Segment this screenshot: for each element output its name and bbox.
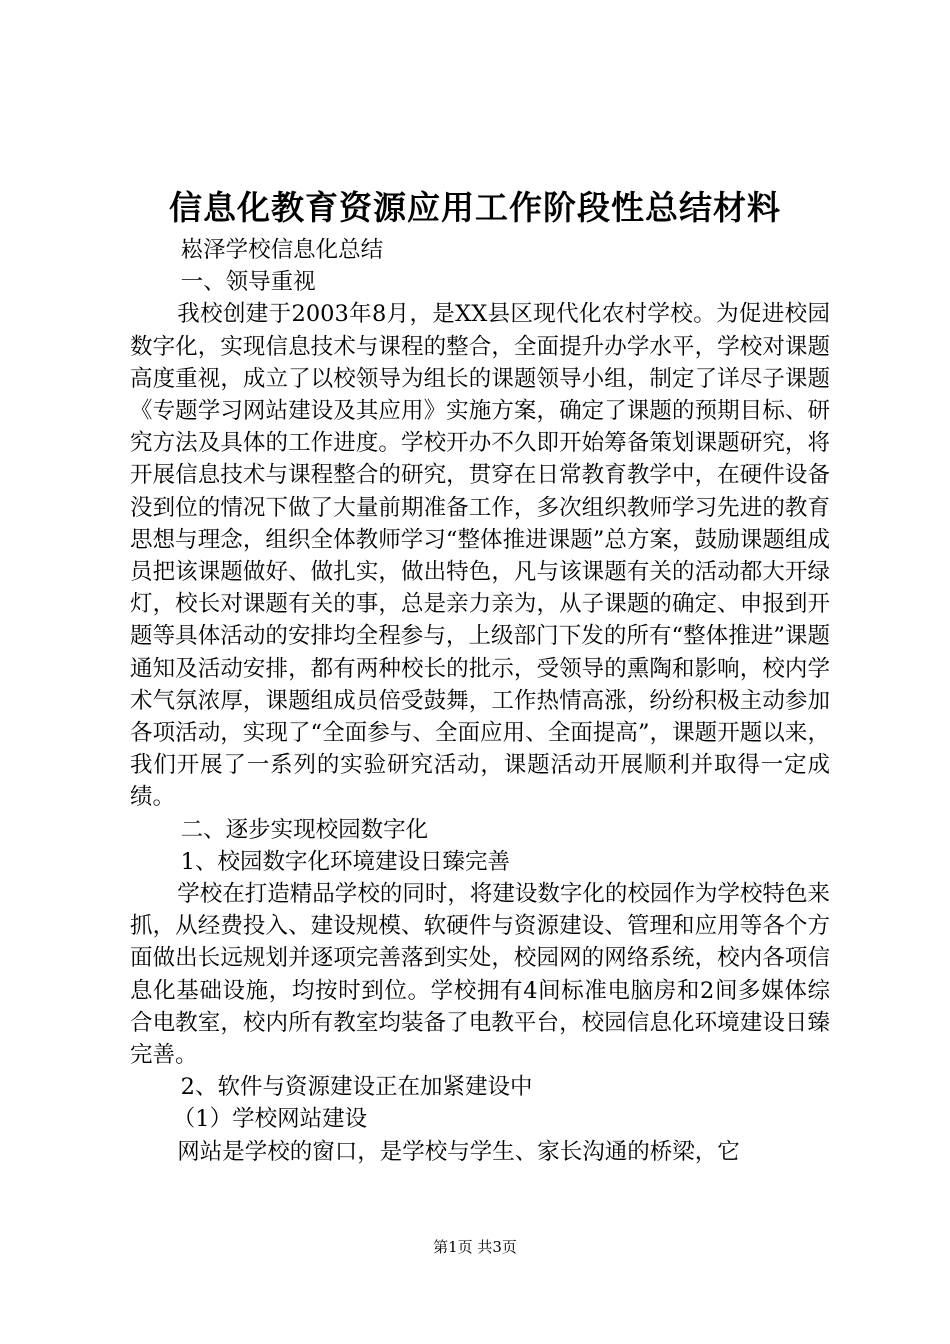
document-body: [130, 234, 830, 1168]
subsection-heading-website: （1）学校网站建设: [172, 1106, 368, 1133]
paragraph-leadership: 我校创建于2003年8月，是XX县区现代化农村学校。为促进校园数字化，实现信息技术与课程的整合，全面提升办学水平，学校对课题高度重视，成立了以校领导为组长的课题领导小组，制定了详尽子课题《专题学习网站建设及其应用》实施方案，确定了课题的预期目标、研究方法及具体的工作进度。学校开办不久即开始筹备策划课题研究，将开展信息技术与课程整合的研究，贯穿在日常教育教学中，在硬件设备没到位的情况下做了大量前期准备工作，多次组织教师学习先进的教育思想与理念，组织全体教师学习“整体推进课题”总方案，鼓励课题组成员把该课题做好、做扎实，做出特色，凡与该课题有关的活动都大开绿灯，校长对课题有关的事，总是亲力亲为，从子课题的确定、申报到开题等具体活动的安排均全程参与，上级部门下发的所有“整体推进”课题通知及活动安排，都有两种校长的批示，受领导的熏陶和影响，校内学术气氛浓厚，课题组成员倍受鼓舞，工作热情高涨，纷纷积极主动参加各项活动，实现了“全面参与、全面应用、全面提高”，课题开题以来，我们开展了一系列的实验研究活动，课题活动开展顺利并取得一定成绩。: [130, 301, 830, 811]
document-title: 信息化教育资源应用工作阶段性总结材料: [169, 188, 781, 227]
page-footer: 第1页 共3页: [433, 1238, 517, 1256]
subsection-heading-environment: 1、校园数字化环境建设日臻完善: [180, 848, 510, 875]
paragraph-website: 网站是学校的窗口，是学校与学生、家长沟通的桥梁，它: [177, 1138, 740, 1165]
section-heading-digital-campus: 二、逐步实现校园数字化: [180, 816, 429, 843]
subsection-heading-software: 2、软件与资源建设正在加紧建设中: [180, 1074, 533, 1101]
school-summary-heading: 崧泽学校信息化总结: [180, 237, 384, 263]
section-heading-leadership: 一、领导重视: [180, 269, 316, 296]
paragraph-environment: 学校在打造精品学校的同时，将建设数字化的校园作为学校特色来抓，从经费投入、建设规模、软硬件与资源建设、管理和应用等各个方面做出长远规划并逐项完善落到实处，校园网的网络系统，校内各项信息化基础设施，均按时到位。学校拥有4间标准电脑房和2间多媒体综合电教室，校内所有教室均装备了电教平台，校园信息化环境建设日臻完善。: [130, 881, 830, 1069]
